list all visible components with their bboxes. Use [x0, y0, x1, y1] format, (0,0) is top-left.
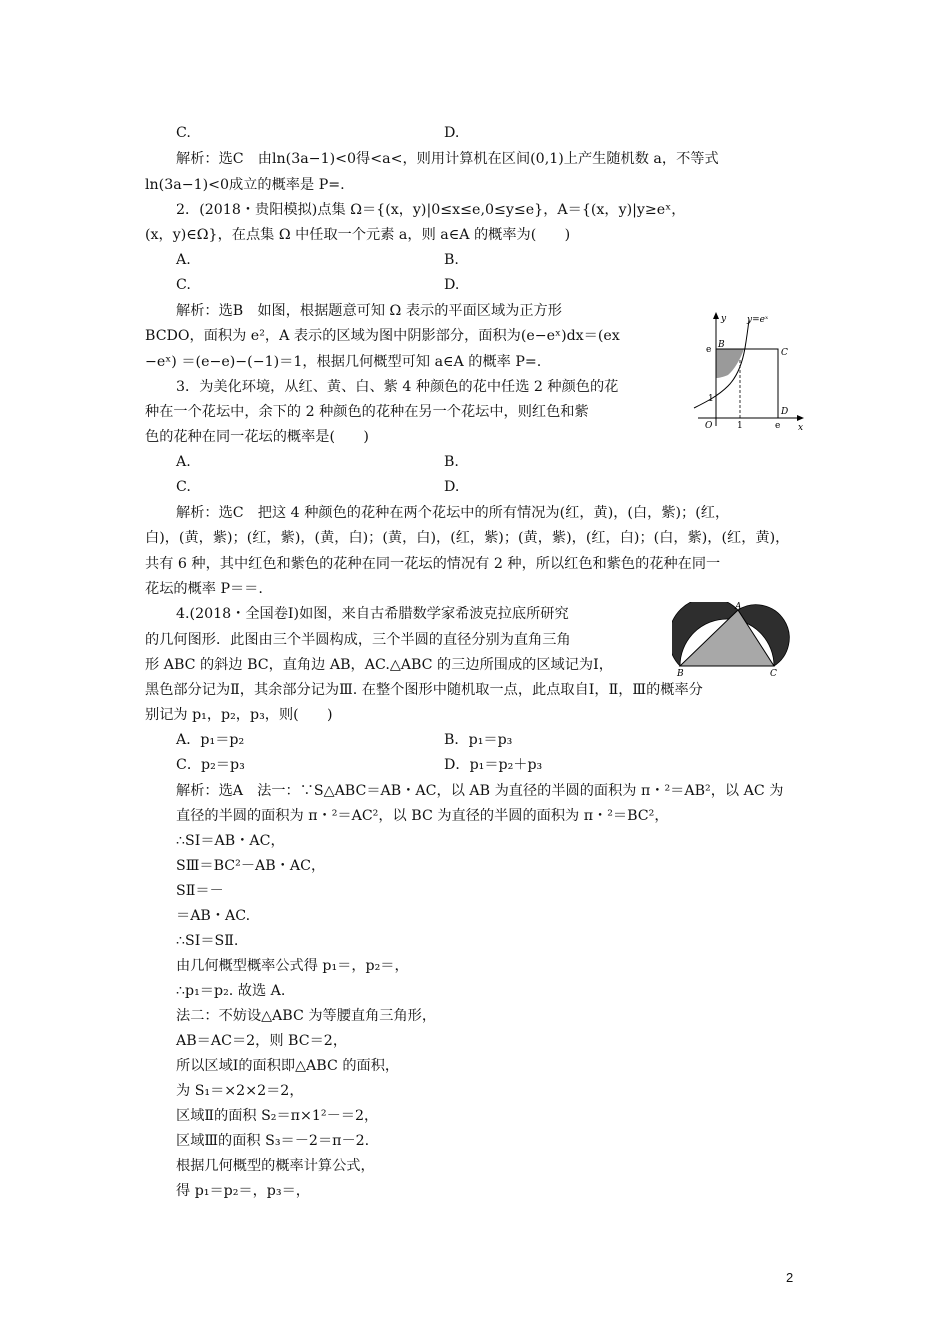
point-c-label: C [781, 348, 788, 358]
q4-solution-line4: SⅢ＝BC²－AB・AC， [176, 858, 326, 874]
q2-stem-line2: (x，y)∈Ω}，在点集 Ω 中任取一个元素 a，则 a∈A 的概率为( ) [145, 227, 571, 243]
q3-stem-line1: 3．为美化环境，从红、黄、白、紫 4 种颜色的花中任选 2 种颜色的花 [176, 379, 619, 395]
q4-solution-line3: ∴SⅠ＝AB・AC， [176, 833, 285, 849]
q4-solution-line1: 解析：选A 法一：∵S△ABC＝AB・AC，以 AB 为直径的半圆的面积为 π・²＝AB²，以 AC 为 [176, 783, 784, 799]
e-bottom-label: e [775, 421, 781, 431]
q4-solution-line13: 为 S₁＝×2×2＝2， [176, 1083, 304, 1099]
page-number: 2 [786, 1270, 794, 1285]
q4-stem-line4: 黑色部分记为Ⅱ，其余部分记为Ⅲ. 在整个图形中随机取一点，此点取自Ⅰ，Ⅱ，Ⅲ的概率分 [145, 682, 703, 698]
one-left-label: 1 [708, 394, 714, 404]
q3-stem-line2: 种在一个花坛中，余下的 2 种颜色的花种在另一个花坛中，则红色和紫 [145, 404, 589, 420]
q2-option-d: D. [444, 277, 460, 293]
one-bottom-label: 1 [737, 421, 743, 431]
q1-solution-line2: ln(3a−1)<0成立的概率是 P=. [145, 177, 345, 193]
q4-solution-line6: ＝AB・AC. [176, 908, 251, 924]
q2-solution-line2: BCDO，面积为 e²，A 表示的区域为图中阴影部分，面积为(e−eˣ)dx＝(ex [145, 328, 620, 344]
q4-solution-line2: 直径的半圆的面积为 π・²＝AC²，以 BC 为直径的半圆的面积为 π・²＝BC²， [176, 808, 669, 824]
q2-solution-line1: 解析：选B 如图，根据题意可知 Ω 表示的平面区域为正方形 [176, 303, 562, 319]
q2-stem-line1: 2．(2018・贵阳模拟)点集 Ω＝{(x，y)|0≤x≤e,0≤y≤e}，A＝{(x，y)|y≥eˣ， [176, 202, 686, 218]
exp-region-figure [692, 308, 812, 434]
q4-solution-line7: ∴SⅠ＝SⅡ. [176, 933, 239, 949]
point-d-label: D [781, 407, 789, 417]
q4-solution-line8: 由几何概型概率公式得 p₁＝，p₂＝， [176, 958, 409, 974]
q2-option-b: B. [444, 252, 459, 268]
q4-solution-line5: SⅡ＝－ [176, 883, 224, 899]
q4-solution-line10: 法二：不妨设△ABC 为等腰直角三角形， [176, 1008, 437, 1024]
q1-solution-line1: 解析：选C 由ln(3a−1)<0得<a<，则用计算机在区间(0,1)上产生随机数 a，不等式 [176, 151, 719, 167]
x-axis-arrow [797, 415, 804, 421]
origin-label: O [705, 421, 713, 431]
q4-option-c: C．p₂＝p₃ [176, 757, 245, 773]
q3-solution-line1: 解析：选C 把这 4 种颜色的花种在两个花坛中的所有情况为(红，黄)，(白，紫)；(红， [176, 505, 730, 521]
y-axis-label: y [721, 314, 727, 324]
x-axis-label: x [798, 423, 804, 433]
q4-stem-line2: 的几何图形．此图由三个半圆构成，三个半圆的直径分别为直角三角 [145, 632, 571, 648]
q4-solution-line17: 得 p₁＝p₂＝，p₃＝， [176, 1183, 310, 1199]
q3-option-c: C. [176, 479, 191, 495]
q4-solution-line16: 根据几何概型的概率计算公式， [176, 1158, 375, 1174]
q4-option-d: D．p₁＝p₂＋p₃ [444, 757, 543, 773]
curve-label: y=eˣ [747, 315, 769, 325]
q3-option-a: A. [176, 454, 191, 470]
q3-option-d: D. [444, 479, 460, 495]
point-c-label: C [770, 669, 777, 679]
q3-solution-line3: 共有 6 种，其中红色和紫色的花种在同一花坛的情况有 2 种，所以红色和紫色的花种在同一 [145, 556, 721, 572]
point-a-label: A [735, 602, 742, 612]
q4-stem-line3: 形 ABC 的斜边 BC，直角边 AB，AC.△ABC 的三边所围成的区域记为Ⅰ， [145, 657, 613, 673]
q3-solution-line2: 白)，(黄，紫)；(红，紫)，(黄，白)；(黄，白)，(红，紫)；(黄，紫)，(红，白)；(白，紫)，(红，黄)， [145, 530, 790, 546]
q4-option-a: A．p₁＝p₂ [176, 732, 245, 748]
q4-stem-line5: 别记为 p₁，p₂，p₃，则( ) [145, 707, 333, 723]
q2-option-a: A. [176, 252, 191, 268]
point-b-label: B [677, 669, 684, 679]
q4-solution-line12: 所以区域Ⅰ的面积即△ABC 的面积， [176, 1058, 400, 1074]
q1-option-c: C. [176, 125, 191, 141]
q4-solution-line9: ∴p₁＝p₂. 故选 A. [176, 983, 286, 999]
q4-solution-line11: AB＝AC＝2，则 BC＝2， [176, 1033, 348, 1049]
q2-option-c: C. [176, 277, 191, 293]
q3-stem-line3: 色的花种在同一花坛的概率是( ) [145, 429, 369, 445]
q4-stem-line1: 4.(2018・全国卷Ⅰ)如图，来自古希腊数学家希波克拉底所研究 [176, 606, 569, 622]
e-left-label: e [706, 345, 712, 355]
q4-option-b: B．p₁＝p₃ [444, 732, 513, 748]
y-axis-arrow [713, 312, 719, 319]
q1-option-d: D. [444, 125, 460, 141]
q4-solution-line15: 区域Ⅲ的面积 S₃＝－2＝π－2. [176, 1133, 370, 1149]
shaded-region-a [716, 349, 744, 378]
q3-option-b: B. [444, 454, 459, 470]
q2-solution-line3: −eˣ) ＝(e−e)−(−1)＝1，根据几何概型可知 a∈A 的概率 P=. [145, 354, 542, 370]
q3-solution-line4: 花坛的概率 P＝＝. [145, 581, 263, 597]
q4-solution-line14: 区域Ⅱ的面积 S₂＝π×1²－＝2， [176, 1108, 379, 1124]
point-b-label: B [718, 340, 725, 350]
lunes-figure [672, 602, 794, 680]
